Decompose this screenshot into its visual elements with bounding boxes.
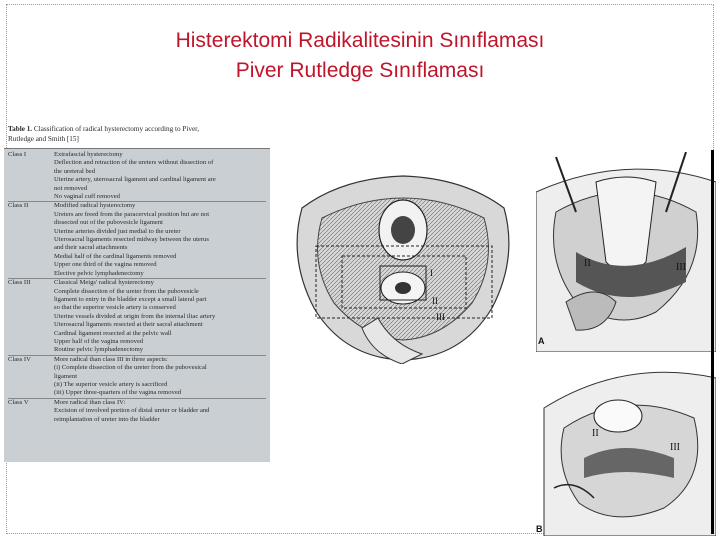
table-row-text: Complete dissection of the ureter from the pubovesicle xyxy=(54,287,199,295)
photo-a-label: A xyxy=(538,336,545,346)
title-line-1: Histerektomi Radikalitesinin Sınıflaması xyxy=(175,29,545,52)
table-row xyxy=(8,270,266,278)
table-row xyxy=(8,296,266,304)
table-row-text: Deflection and retraction of the ureters without dissection of xyxy=(54,159,214,167)
table-row-class: Class III xyxy=(8,279,31,287)
pelvis-diagram xyxy=(282,168,524,364)
table-row xyxy=(8,407,266,415)
table-row xyxy=(8,364,266,372)
photo-a-mark-iii: III xyxy=(676,262,686,273)
table-row-text: dissected out of the pubovesicle ligament xyxy=(54,219,163,227)
table-row xyxy=(8,253,266,261)
table-row-class xyxy=(8,193,54,201)
table-row-text: Classical Meigs' radical hysterectomy xyxy=(54,279,154,287)
table-row-class xyxy=(8,373,54,381)
table-row-class xyxy=(8,364,54,372)
table-row-class xyxy=(8,296,54,304)
table-row-class xyxy=(8,176,54,184)
table-row-text: Uterine artery, uterosacral ligament and cardinal ligament are xyxy=(54,176,216,184)
table-row-class xyxy=(8,321,54,329)
right-edge-bar xyxy=(711,150,714,534)
table-row-class: Class II xyxy=(8,202,29,210)
photo-b-mark-ii: II xyxy=(592,428,599,439)
table-row-text: Elective pelvic lymphadenectomy xyxy=(54,269,144,277)
table-row-text: Routine pelvic lymphadenectomy xyxy=(54,346,143,354)
table-row-class xyxy=(8,253,54,261)
table-row-text: and their sacral attachments xyxy=(54,244,128,252)
table-row xyxy=(8,381,266,389)
table-row-text: More radical than class IV: xyxy=(54,398,126,406)
table-row-text: Upper one third of the vagina removed xyxy=(54,261,157,269)
photo-b-mark-iii: III xyxy=(670,442,680,453)
table-row-class xyxy=(8,236,54,244)
table-row xyxy=(8,330,266,338)
table-row-text: Ureters are freed from the paracervical position but are not xyxy=(54,210,210,218)
table-row-text: Uterine vessels divided at origin from the internal iliac artery xyxy=(54,312,216,320)
table-row-class: Class IV xyxy=(8,355,31,363)
table-row-text: Excision of involved portion of distal ureter or bladder and xyxy=(54,407,210,415)
table-row xyxy=(8,389,266,397)
table-row-text: ligament xyxy=(54,372,78,380)
table-row-class xyxy=(8,185,54,193)
table-row-text: Uterosacral ligaments resected at their sacral attachment xyxy=(54,321,203,329)
table-row-class xyxy=(8,288,54,296)
table-row-text: (ii) The superior vesicle artery is sacrificed xyxy=(54,380,168,388)
photo-a-mark-ii: II xyxy=(584,258,591,269)
table-body xyxy=(4,148,270,462)
table-row-text: (i) Complete dissection of the ureter from the pubovesical xyxy=(54,364,207,372)
table-row-text: so that the superior vesicle artery is conserved xyxy=(54,304,176,312)
table-row-class xyxy=(8,338,54,346)
table-row-class xyxy=(8,270,54,278)
table-row-text: reimplantation of ureter into the bladder xyxy=(54,415,160,423)
table-row-text: Extrafascial hysterectomy xyxy=(54,151,123,158)
table-row-class xyxy=(8,346,54,354)
surgical-illustration-a xyxy=(536,152,716,352)
table-row-class: Class I xyxy=(8,151,27,158)
table-caption-text-2: Rutledge and Smith [15] xyxy=(8,135,79,143)
table-row-class xyxy=(8,330,54,338)
table-caption-label: Table 1. xyxy=(8,125,33,133)
table-caption xyxy=(4,124,270,144)
table-row-class xyxy=(8,211,54,219)
table-row xyxy=(8,288,266,296)
table-row-class xyxy=(8,261,54,269)
table-row xyxy=(8,261,266,269)
table-row-class xyxy=(8,389,54,397)
table-row xyxy=(8,304,266,312)
table-row xyxy=(8,211,266,219)
pelvis-label-ii: II xyxy=(432,296,438,306)
table-row-class xyxy=(8,304,54,312)
table-row-class xyxy=(8,407,54,415)
slide-title xyxy=(0,26,720,86)
table-row-text: Upper half of the vagina removed xyxy=(54,337,144,345)
photo-b-label: B xyxy=(536,524,543,534)
table-row xyxy=(8,398,266,407)
table-row xyxy=(8,321,266,329)
table-row xyxy=(8,313,266,321)
table-row xyxy=(8,244,266,252)
table-row-class xyxy=(8,168,54,176)
table-row xyxy=(8,236,266,244)
table-row-text: Uterosacral ligaments resected midway between the uterus xyxy=(54,236,209,244)
table-row xyxy=(8,278,266,287)
table-row xyxy=(8,168,266,176)
table-row xyxy=(8,219,266,227)
table-row xyxy=(8,176,266,184)
title-line-2: Piver Rutledge Sınıflaması xyxy=(235,59,485,82)
table-row xyxy=(8,228,266,236)
table-row xyxy=(8,159,266,167)
table-row xyxy=(8,151,266,159)
pelvis-label-iii: III xyxy=(436,312,445,322)
table-row-class: Class V xyxy=(8,398,29,406)
table-row-class xyxy=(8,381,54,389)
table-row xyxy=(8,201,266,210)
classification-table xyxy=(4,124,270,466)
table-row-class xyxy=(8,416,54,424)
surgical-illustration-b xyxy=(534,358,716,536)
table-row xyxy=(8,338,266,346)
table-row-text: the ureteral bed xyxy=(54,167,96,175)
table-row-text: No vaginal cuff removed xyxy=(54,193,120,201)
table-row xyxy=(8,416,266,424)
table-row xyxy=(8,193,266,201)
table-row-text: Modified radical hysterectomy xyxy=(54,202,136,210)
pelvis-label-i: I xyxy=(430,268,433,278)
table-caption-text: Classification of radical hysterectomy according to Piver, xyxy=(33,125,200,133)
table-row-class xyxy=(8,159,54,167)
table-row-text: Cardinal ligament resected at the pelvic wall xyxy=(54,329,172,337)
table-row xyxy=(8,346,266,354)
table-row-text: ligament to entry in the bladder except a small lateral part xyxy=(54,295,207,303)
table-row-text: (iii) Upper three-quarters of the vagina removed xyxy=(54,389,182,397)
table-row xyxy=(8,373,266,381)
table-row-class xyxy=(8,219,54,227)
table-row xyxy=(8,355,266,364)
table-row-text: Uterine arteries divided just medial to the ureter xyxy=(54,227,181,235)
table-row-class xyxy=(8,313,54,321)
table-row-text: not removed xyxy=(54,184,88,192)
table-row-text: More radical than class III in three aspects: xyxy=(54,355,168,363)
table-row-class xyxy=(8,244,54,252)
table-row-class xyxy=(8,228,54,236)
table-row xyxy=(8,185,266,193)
table-row-text: Medial half of the cardinal ligaments removed xyxy=(54,252,177,260)
